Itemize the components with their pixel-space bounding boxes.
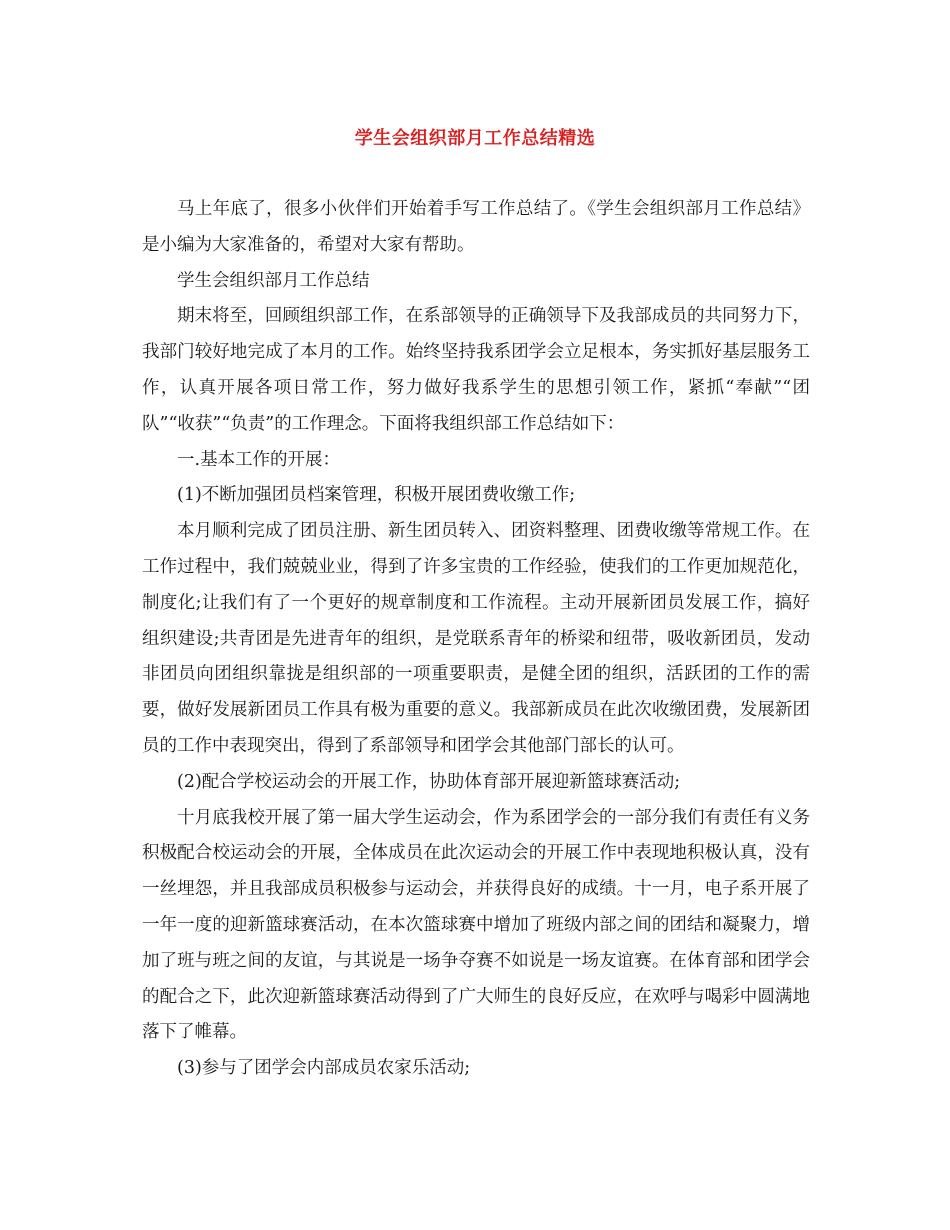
- paragraph-overview: 期末将至，回顾组织部工作，在系部领导的正确领导下及我部成员的共同努力下，我部门较好地完成了本月的工作。始终坚持我系团学会立足根本，务实抓好基层服务工作，认真开展各项日常工作，努力做好我系学生的思想引领工作，紧抓“奉献”“团队”“收获”“负责”的工作理念。下面将我组织部工作总结如下：: [142, 306, 810, 434]
- item-heading-3: (3)参与了团学会内部成员农家乐活动;: [177, 1058, 471, 1079]
- section-heading-basic-work: 一.基本工作的开展：: [177, 449, 341, 470]
- item-heading-1: (1)不断加强团员档案管理，积极开展团费收缴工作;: [177, 485, 576, 506]
- item-heading-2: (2)配合学校运动会的开展工作，协助体育部开展迎新篮球赛活动;: [177, 771, 681, 792]
- paragraph-subtitle: 学生会组织部月工作总结: [177, 270, 370, 291]
- paragraph-item-2: 十月底我校开展了第一届大学生运动会，作为系团学会的一部分我们有责任有义务积极配合校运动会的开展，全体成员在此次运动会的开展工作中表现地积极认真，没有一丝埋怨，并且我部成员积极参与运动会，并获得良好的成绩。十一月，电子系开展了一年一度的迎新篮球赛活动，在本次篮球赛中增加了班级内部之间的团结和凝聚力，增加了班与班之间的友谊，与其说是一场争夺赛不如说是一场友谊赛。在体育部和团学会的配合之下，此次迎新篮球赛活动得到了广大师生的良好反应，在欢呼与喝彩中圆满地落下了帷幕。: [142, 807, 810, 1043]
- paragraph-intro: 马上年底了，很多小伙伴们开始着手写工作总结了。《学生会组织部月工作总结》是小编为大家准备的，希望对大家有帮助。: [142, 199, 810, 255]
- paragraph-item-1: 本月顺利完成了团员注册、新生团员转入、团资料整理、团费收缴等常规工作。在工作过程中，我们兢兢业业，得到了许多宝贵的工作经验，使我们的工作更加规范化，制度化;让我们有了一个更好的规章制度和工作流程。主动开展新团员发展工作，搞好组织建设;共青团是先进青年的组织，是党联系青年的桥梁和纽带，吸收新团员，发动非团员向团组织靠拢是组织部的一项重要职责，是健全团的组织，活跃团的工作的需要，做好发展新团员工作具有极为重要的意义。我部新成员在此次收缴团费，发展新团员的工作中表现突出，得到了系部领导和团学会其他部门部长的认可。: [142, 521, 810, 756]
- document-body: [142, 192, 810, 1087]
- document-title: 学生会组织部月工作总结精选: [354, 128, 596, 149]
